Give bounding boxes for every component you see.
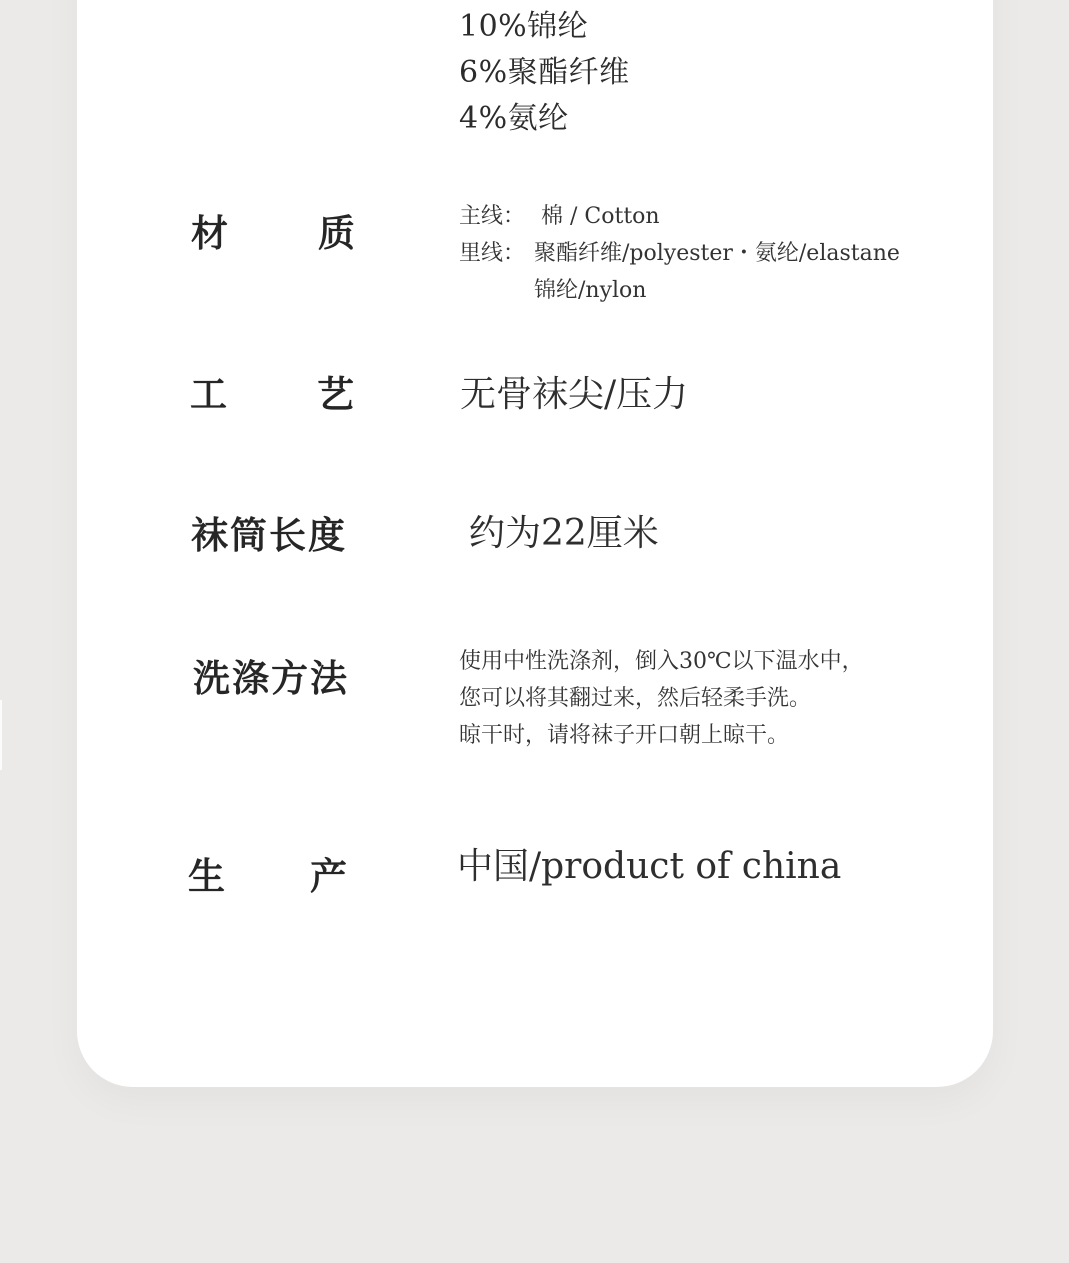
origin-value: 中国/product of china <box>457 846 842 887</box>
length-label: 袜筒长度 <box>191 513 347 557</box>
craft-value: 无骨袜尖/压力 <box>460 374 689 415</box>
material-lining-value-1: 聚酯纤维/polyester・氨纶/elastane <box>534 241 900 266</box>
material-lining-value-2: 锦纶/nylon <box>534 278 647 303</box>
origin-label-char-2: 产 <box>310 854 348 898</box>
craft-label <box>190 364 355 418</box>
washing-label: 洗涤方法 <box>193 656 349 700</box>
edge-highlight <box>0 700 2 770</box>
composition-line-polyester: 6%聚酯纤维 <box>459 55 630 90</box>
origin-label-char-1: 生 <box>188 854 226 898</box>
material-main-prefix: 主线： <box>459 204 526 229</box>
washing-line-3: 晾干时，请将袜子开口朝上晾干。 <box>459 723 790 748</box>
length-value: 约为22厘米 <box>469 513 659 554</box>
material-label <box>191 203 356 257</box>
composition-line-nylon: 10%锦纶 <box>459 9 589 44</box>
craft-label-char-2: 艺 <box>317 372 355 416</box>
craft-label-char-1: 工 <box>190 372 228 416</box>
material-main-value: 棉 / Cotton <box>541 204 660 229</box>
material-lining-prefix: 里线： <box>459 241 526 266</box>
material-main-row <box>459 198 900 235</box>
washing-line-2: 您可以将其翻过来，然后轻柔手洗。 <box>459 686 812 711</box>
origin-label <box>188 846 348 900</box>
material-label-char-1: 材 <box>191 211 229 255</box>
washing-line-1: 使用中性洗涤剂，倒入30℃以下温水中， <box>459 649 864 674</box>
material-values <box>459 198 900 309</box>
material-lining-row-2 <box>459 272 900 309</box>
washing-instructions <box>459 643 864 754</box>
material-lining-row <box>459 235 900 272</box>
composition-line-elastane: 4%氨纶 <box>459 101 569 136</box>
material-label-char-2: 质 <box>318 211 356 255</box>
